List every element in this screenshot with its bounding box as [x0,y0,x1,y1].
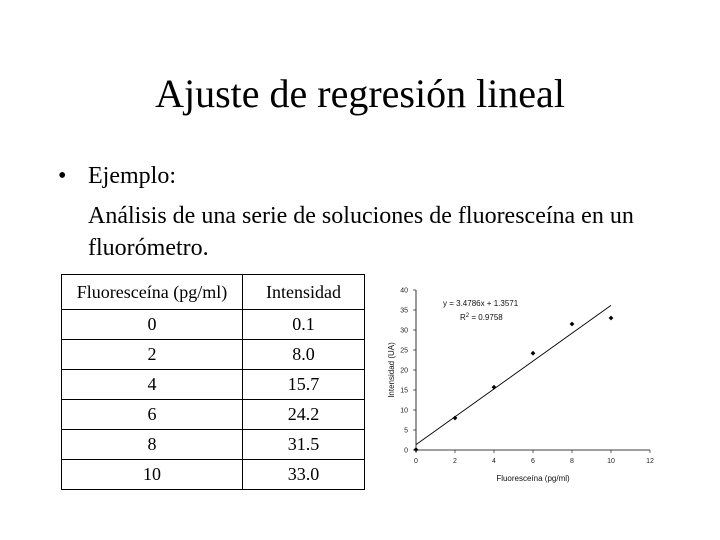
table-cell: 33.0 [243,460,365,490]
data-point [531,351,536,356]
table-row [62,310,365,340]
table-cell: 10 [62,460,243,490]
table-cell: 0.1 [243,310,365,340]
y-tick-label: 20 [400,367,408,375]
table-row [62,400,365,430]
table-row [62,430,365,460]
header-intensidad: Intensidad [243,275,365,310]
y-tick-label: 10 [400,407,408,415]
table-cell: 24.2 [243,400,365,430]
bullet-dot: • [58,163,67,189]
axes-layer [416,290,650,450]
bullet-text: Ejemplo: [88,163,176,189]
r-squared-sup: 2 [465,313,470,319]
equation-label: y = 3.4786x + 1.3571 [443,299,519,308]
r-squared-label [460,313,503,322]
x-tick-label: 2 [453,458,457,465]
x-tick-label: 12 [646,458,654,465]
y-tick-label: 40 [400,287,408,295]
y-tick-label: 0 [404,447,408,455]
table-cell: 8 [62,430,243,460]
data-point [414,447,419,452]
table-row [62,340,365,370]
table-cell: 0 [62,310,243,340]
data-point [453,416,458,421]
data-point [492,385,497,390]
y-tick-label: 15 [400,387,408,395]
trendline [416,305,611,444]
y-tick-label: 30 [400,327,408,335]
y-tick-label: 5 [404,427,408,435]
points-layer [414,316,614,452]
x-tick-label: 6 [531,458,535,465]
r-squared-value: = 0.9758 [469,313,503,322]
x-tick-label: 8 [570,458,574,465]
x-axis-label: Fluoresceína (pg/ml) [496,474,570,483]
table-cell: 4 [62,370,243,400]
table-row [62,370,365,400]
ticks-layer [400,288,654,466]
y-axis-label: Intensidad (UA) [387,342,396,398]
trendline-layer [416,305,611,444]
data-table [61,274,365,490]
table-cell: 8.0 [243,340,365,370]
table-cell: 6 [62,400,243,430]
y-tick-label: 35 [400,307,408,315]
table-row [62,460,365,490]
x-tick-label: 4 [492,458,496,465]
table-cell: 2 [62,340,243,370]
data-point [609,316,614,321]
bullet-item [58,160,176,192]
table-cell: 15.7 [243,370,365,400]
r-squared-prefix: R [460,313,466,322]
table-header-row [62,275,365,310]
y-tick-label: 25 [400,347,408,355]
chart-svg [370,282,670,497]
data-point [570,322,575,327]
x-tick-label: 10 [607,458,615,465]
header-fluoresceina: Fluoresceína (pg/ml) [62,275,243,310]
description-text: Análisis de una serie de soluciones de fluoresceína en un fluorómetro. [88,203,634,261]
x-tick-label: 0 [414,458,418,465]
table-cell: 31.5 [243,430,365,460]
scatter-chart [370,282,670,497]
slide-title: Ajuste de regresión lineal [155,71,565,116]
